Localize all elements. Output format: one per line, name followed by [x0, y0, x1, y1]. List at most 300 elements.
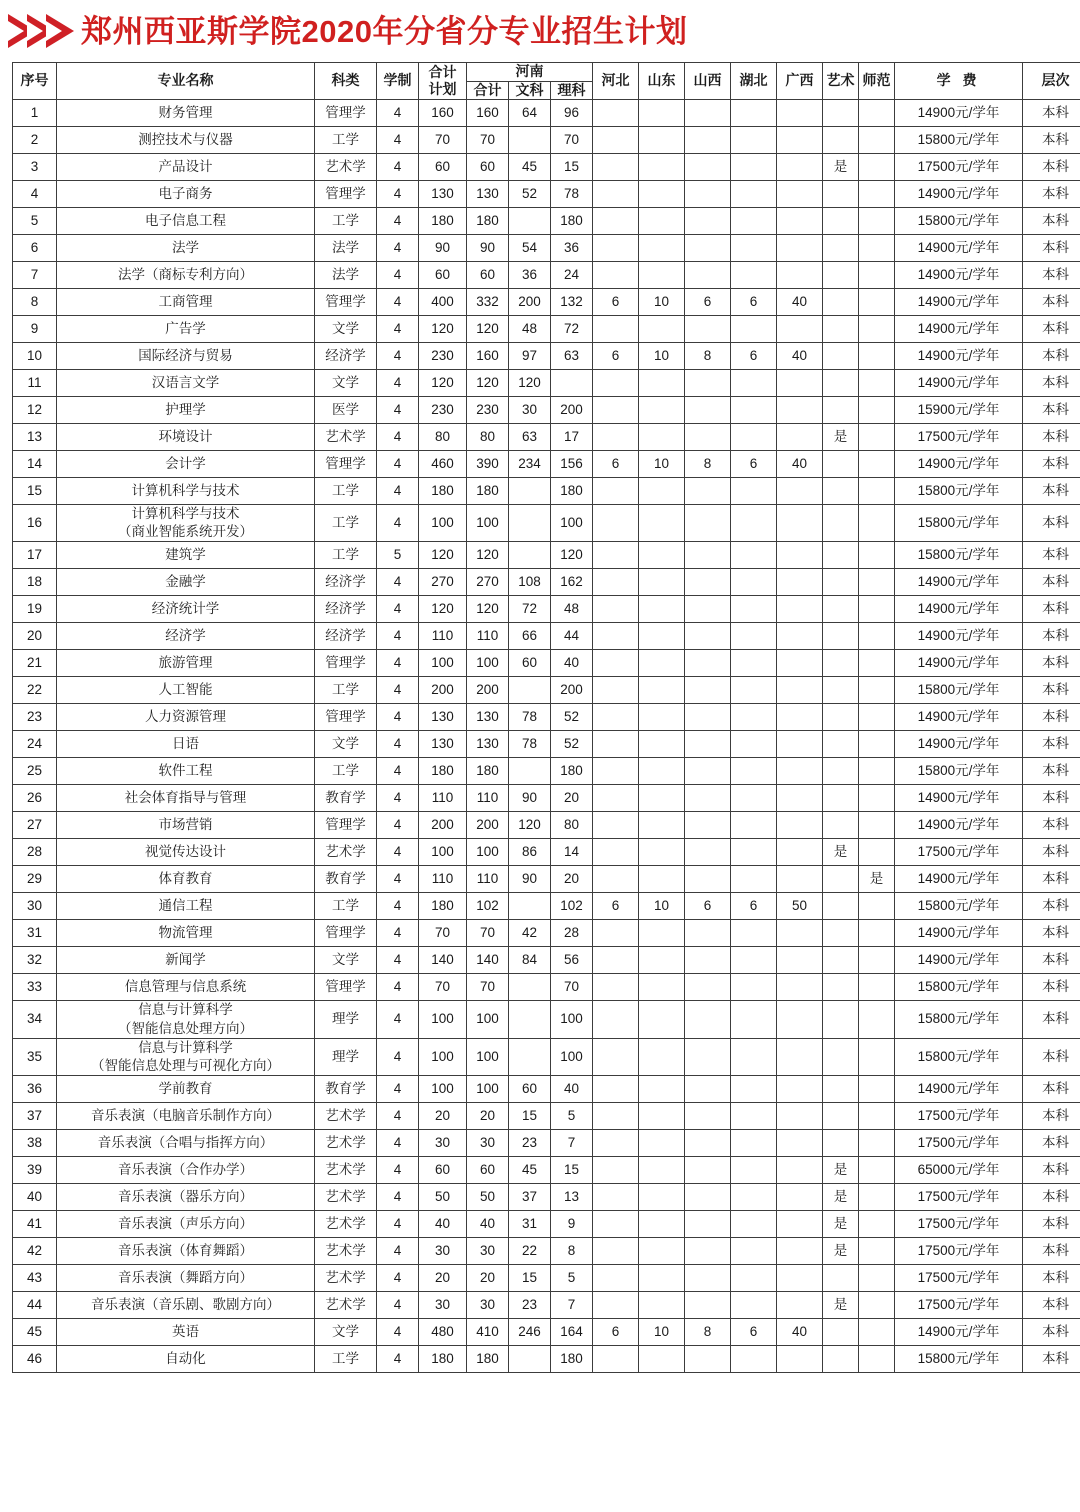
cell-henan-science	[551, 370, 593, 397]
cell-normal	[859, 623, 895, 650]
cell-normal	[859, 731, 895, 758]
cell-art	[823, 650, 859, 677]
cell-length: 4	[377, 343, 419, 370]
cell-art	[823, 569, 859, 596]
cell-no: 4	[13, 181, 57, 208]
cell-no: 7	[13, 262, 57, 289]
cell-henan-liberal	[509, 758, 551, 785]
cell-hebei	[593, 974, 639, 1001]
cell-fee: 14900元/学年	[895, 370, 1023, 397]
cell-category: 文学	[315, 731, 377, 758]
cell-shandong	[639, 1038, 685, 1075]
cell-total-plan: 200	[419, 677, 467, 704]
major-name-line2: （智能信息处理方向）	[118, 1020, 253, 1036]
cell-shandong: 10	[639, 343, 685, 370]
cell-henan-liberal	[509, 1346, 551, 1373]
cell-total-plan: 100	[419, 1001, 467, 1038]
cell-length: 4	[377, 505, 419, 542]
cell-shanxi	[685, 596, 731, 623]
cell-major: 国际经济与贸易	[57, 343, 315, 370]
cell-total-plan: 480	[419, 1319, 467, 1346]
cell-shandong	[639, 262, 685, 289]
cell-hubei	[731, 1038, 777, 1075]
cell-total-plan: 30	[419, 1292, 467, 1319]
cell-category: 工学	[315, 127, 377, 154]
col-header-art: 艺术	[823, 63, 859, 100]
cell-fee: 15800元/学年	[895, 478, 1023, 505]
cell-shandong	[639, 731, 685, 758]
cell-no: 17	[13, 542, 57, 569]
cell-guangxi	[777, 1184, 823, 1211]
cell-level: 本科	[1023, 1184, 1080, 1211]
cell-art	[823, 596, 859, 623]
cell-no: 22	[13, 677, 57, 704]
cell-hubei	[731, 1157, 777, 1184]
cell-shanxi	[685, 235, 731, 262]
table-row	[13, 316, 1080, 343]
cell-hubei	[731, 424, 777, 451]
cell-art	[823, 100, 859, 127]
table-row	[13, 542, 1080, 569]
cell-length: 4	[377, 1211, 419, 1238]
cell-no: 30	[13, 893, 57, 920]
cell-hubei	[731, 1238, 777, 1265]
cell-henan-total: 110	[467, 866, 509, 893]
cell-art	[823, 623, 859, 650]
cell-henan-science: 14	[551, 839, 593, 866]
cell-shandong	[639, 1130, 685, 1157]
cell-guangxi	[777, 1001, 823, 1038]
cell-henan-total: 100	[467, 839, 509, 866]
cell-total-plan: 400	[419, 289, 467, 316]
table-row	[13, 154, 1080, 181]
cell-normal	[859, 785, 895, 812]
cell-hubei	[731, 569, 777, 596]
cell-henan-liberal: 86	[509, 839, 551, 866]
cell-henan-science: 8	[551, 1238, 593, 1265]
cell-normal	[859, 839, 895, 866]
col-header-hebei: 河北	[593, 63, 639, 100]
table-row	[13, 478, 1080, 505]
cell-shandong	[639, 478, 685, 505]
col-header-level: 层次	[1023, 63, 1080, 100]
cell-henan-total: 100	[467, 505, 509, 542]
cell-fee: 17500元/学年	[895, 1103, 1023, 1130]
cell-major: 产品设计	[57, 154, 315, 181]
cell-hebei: 6	[593, 1319, 639, 1346]
cell-major: 物流管理	[57, 920, 315, 947]
cell-henan-total: 180	[467, 1346, 509, 1373]
cell-henan-total: 100	[467, 1001, 509, 1038]
table-row	[13, 812, 1080, 839]
cell-length: 4	[377, 181, 419, 208]
cell-category: 艺术学	[315, 1238, 377, 1265]
cell-length: 5	[377, 542, 419, 569]
cell-henan-science: 180	[551, 478, 593, 505]
table-row	[13, 1157, 1080, 1184]
cell-guangxi	[777, 596, 823, 623]
cell-category: 艺术学	[315, 1211, 377, 1238]
cell-category: 文学	[315, 1319, 377, 1346]
cell-category: 工学	[315, 478, 377, 505]
cell-fee: 14900元/学年	[895, 650, 1023, 677]
cell-shanxi	[685, 920, 731, 947]
cell-total-plan: 30	[419, 1238, 467, 1265]
col-header-henan-group: 河南	[467, 63, 593, 82]
cell-fee: 14900元/学年	[895, 289, 1023, 316]
cell-shandong	[639, 569, 685, 596]
cell-total-plan: 100	[419, 1038, 467, 1075]
cell-art	[823, 812, 859, 839]
cell-length: 4	[377, 1157, 419, 1184]
cell-hubei	[731, 1001, 777, 1038]
cell-hubei	[731, 812, 777, 839]
cell-shandong	[639, 208, 685, 235]
cell-art	[823, 920, 859, 947]
cell-fee: 14900元/学年	[895, 100, 1023, 127]
cell-hubei	[731, 1184, 777, 1211]
table-row	[13, 1184, 1080, 1211]
cell-no: 33	[13, 974, 57, 1001]
cell-length: 4	[377, 1103, 419, 1130]
cell-major: 汉语言文学	[57, 370, 315, 397]
cell-henan-science: 56	[551, 947, 593, 974]
cell-level: 本科	[1023, 1346, 1080, 1373]
cell-fee: 14900元/学年	[895, 262, 1023, 289]
cell-fee: 17500元/学年	[895, 1184, 1023, 1211]
cell-hubei	[731, 262, 777, 289]
cell-shanxi	[685, 1292, 731, 1319]
cell-length: 4	[377, 208, 419, 235]
cell-hebei	[593, 866, 639, 893]
cell-art	[823, 758, 859, 785]
cell-no: 25	[13, 758, 57, 785]
cell-total-plan: 180	[419, 1346, 467, 1373]
cell-level: 本科	[1023, 235, 1080, 262]
cell-hebei: 6	[593, 343, 639, 370]
cell-hubei	[731, 866, 777, 893]
cell-shanxi: 8	[685, 1319, 731, 1346]
cell-no: 40	[13, 1184, 57, 1211]
cell-normal	[859, 1038, 895, 1075]
cell-hubei	[731, 397, 777, 424]
cell-hebei	[593, 1184, 639, 1211]
cell-shandong	[639, 1211, 685, 1238]
cell-hubei	[731, 478, 777, 505]
cell-category: 法学	[315, 235, 377, 262]
cell-normal	[859, 542, 895, 569]
cell-shanxi	[685, 316, 731, 343]
cell-normal	[859, 1076, 895, 1103]
cell-guangxi	[777, 1238, 823, 1265]
cell-major: 法学	[57, 235, 315, 262]
cell-henan-liberal	[509, 893, 551, 920]
major-name-line1: 计算机科学与技术	[131, 506, 240, 521]
cell-normal	[859, 596, 895, 623]
cell-total-plan: 130	[419, 731, 467, 758]
cell-fee: 14900元/学年	[895, 1076, 1023, 1103]
cell-normal	[859, 1184, 895, 1211]
cell-level: 本科	[1023, 677, 1080, 704]
cell-shandong	[639, 758, 685, 785]
cell-henan-liberal: 48	[509, 316, 551, 343]
cell-henan-total: 332	[467, 289, 509, 316]
cell-shandong	[639, 100, 685, 127]
cell-normal	[859, 1211, 895, 1238]
cell-henan-total: 130	[467, 731, 509, 758]
cell-art	[823, 370, 859, 397]
cell-henan-total: 100	[467, 650, 509, 677]
cell-level: 本科	[1023, 316, 1080, 343]
cell-guangxi	[777, 758, 823, 785]
cell-length: 4	[377, 893, 419, 920]
cell-henan-liberal: 90	[509, 866, 551, 893]
cell-total-plan: 30	[419, 1130, 467, 1157]
cell-henan-liberal: 52	[509, 181, 551, 208]
cell-shandong	[639, 974, 685, 1001]
cell-normal	[859, 154, 895, 181]
cell-hubei	[731, 316, 777, 343]
cell-hebei: 6	[593, 893, 639, 920]
cell-art	[823, 181, 859, 208]
cell-no: 26	[13, 785, 57, 812]
cell-major: 会计学	[57, 451, 315, 478]
cell-hubei	[731, 947, 777, 974]
cell-hubei	[731, 839, 777, 866]
cell-hebei	[593, 947, 639, 974]
cell-length: 4	[377, 623, 419, 650]
cell-category: 艺术学	[315, 1184, 377, 1211]
cell-shanxi	[685, 1184, 731, 1211]
cell-shanxi	[685, 623, 731, 650]
cell-shanxi	[685, 704, 731, 731]
cell-shanxi	[685, 866, 731, 893]
cell-henan-science: 15	[551, 1157, 593, 1184]
cell-henan-liberal: 42	[509, 920, 551, 947]
cell-total-plan: 80	[419, 424, 467, 451]
cell-major: 护理学	[57, 397, 315, 424]
cell-guangxi	[777, 478, 823, 505]
cell-art	[823, 893, 859, 920]
cell-henan-total: 90	[467, 235, 509, 262]
cell-level: 本科	[1023, 893, 1080, 920]
cell-guangxi	[777, 623, 823, 650]
cell-henan-liberal	[509, 127, 551, 154]
cell-hubei	[731, 235, 777, 262]
cell-major: 法学（商标专利方向）	[57, 262, 315, 289]
cell-major: 体育教育	[57, 866, 315, 893]
cell-no: 13	[13, 424, 57, 451]
cell-total-plan: 40	[419, 1211, 467, 1238]
cell-length: 4	[377, 316, 419, 343]
cell-category: 经济学	[315, 569, 377, 596]
cell-henan-science: 52	[551, 731, 593, 758]
cell-guangxi	[777, 1211, 823, 1238]
cell-art	[823, 785, 859, 812]
cell-henan-science: 15	[551, 154, 593, 181]
cell-guangxi	[777, 100, 823, 127]
cell-henan-liberal: 37	[509, 1184, 551, 1211]
cell-shanxi	[685, 1038, 731, 1075]
cell-guangxi	[777, 370, 823, 397]
cell-length: 4	[377, 758, 419, 785]
cell-henan-liberal	[509, 505, 551, 542]
cell-art	[823, 1076, 859, 1103]
cell-level: 本科	[1023, 370, 1080, 397]
cell-shandong	[639, 920, 685, 947]
cell-total-plan: 50	[419, 1184, 467, 1211]
cell-length: 4	[377, 1346, 419, 1373]
cell-guangxi	[777, 866, 823, 893]
cell-henan-science: 63	[551, 343, 593, 370]
cell-guangxi	[777, 208, 823, 235]
cell-length: 4	[377, 731, 419, 758]
cell-hubei	[731, 623, 777, 650]
cell-normal	[859, 1001, 895, 1038]
cell-fee: 14900元/学年	[895, 731, 1023, 758]
cell-normal	[859, 478, 895, 505]
cell-shanxi	[685, 127, 731, 154]
cell-normal	[859, 1319, 895, 1346]
cell-guangxi	[777, 1157, 823, 1184]
cell-no: 36	[13, 1076, 57, 1103]
cell-category: 医学	[315, 397, 377, 424]
cell-category: 工学	[315, 1346, 377, 1373]
cell-henan-liberal: 15	[509, 1265, 551, 1292]
cell-length: 4	[377, 596, 419, 623]
cell-level: 本科	[1023, 650, 1080, 677]
cell-no: 27	[13, 812, 57, 839]
cell-hebei	[593, 1265, 639, 1292]
cell-total-plan: 90	[419, 235, 467, 262]
cell-henan-liberal: 234	[509, 451, 551, 478]
cell-henan-liberal: 120	[509, 812, 551, 839]
table-row	[13, 785, 1080, 812]
cell-level: 本科	[1023, 262, 1080, 289]
cell-henan-liberal: 78	[509, 731, 551, 758]
cell-level: 本科	[1023, 839, 1080, 866]
cell-total-plan: 160	[419, 100, 467, 127]
table-row	[13, 731, 1080, 758]
cell-level: 本科	[1023, 397, 1080, 424]
cell-hubei	[731, 1103, 777, 1130]
table-row	[13, 866, 1080, 893]
cell-henan-science: 44	[551, 623, 593, 650]
cell-length: 4	[377, 262, 419, 289]
cell-hubei	[731, 1292, 777, 1319]
cell-henan-total: 200	[467, 812, 509, 839]
table-row	[13, 262, 1080, 289]
cell-henan-total: 160	[467, 100, 509, 127]
cell-hebei	[593, 154, 639, 181]
cell-henan-total: 40	[467, 1211, 509, 1238]
cell-fee: 14900元/学年	[895, 704, 1023, 731]
cell-henan-liberal	[509, 1038, 551, 1075]
table-row	[13, 650, 1080, 677]
cell-hubei	[731, 1130, 777, 1157]
cell-length: 4	[377, 1038, 419, 1075]
cell-henan-total: 130	[467, 704, 509, 731]
cell-no: 19	[13, 596, 57, 623]
cell-level: 本科	[1023, 785, 1080, 812]
page-title: 郑州西亚斯学院2020年分省分专业招生计划	[81, 13, 688, 49]
cell-normal	[859, 1346, 895, 1373]
cell-art	[823, 1265, 859, 1292]
cell-shandong	[639, 542, 685, 569]
cell-henan-liberal: 30	[509, 397, 551, 424]
cell-shandong	[639, 1265, 685, 1292]
cell-hebei	[593, 262, 639, 289]
cell-total-plan: 110	[419, 785, 467, 812]
cell-shanxi	[685, 370, 731, 397]
cell-normal	[859, 974, 895, 1001]
cell-level: 本科	[1023, 1292, 1080, 1319]
cell-henan-science: 100	[551, 1001, 593, 1038]
cell-henan-total: 70	[467, 920, 509, 947]
cell-hebei	[593, 127, 639, 154]
cell-shanxi	[685, 1001, 731, 1038]
cell-guangxi	[777, 731, 823, 758]
cell-hebei	[593, 1130, 639, 1157]
cell-major: 社会体育指导与管理	[57, 785, 315, 812]
cell-length: 4	[377, 1265, 419, 1292]
cell-fee: 17500元/学年	[895, 154, 1023, 181]
cell-level: 本科	[1023, 451, 1080, 478]
cell-henan-total: 102	[467, 893, 509, 920]
cell-art	[823, 1001, 859, 1038]
cell-category: 文学	[315, 370, 377, 397]
cell-no: 11	[13, 370, 57, 397]
cell-major: 人工智能	[57, 677, 315, 704]
cell-art: 是	[823, 1292, 859, 1319]
cell-no: 34	[13, 1001, 57, 1038]
cell-major: 英语	[57, 1319, 315, 1346]
cell-henan-science: 7	[551, 1292, 593, 1319]
cell-henan-total: 410	[467, 1319, 509, 1346]
cell-fee: 14900元/学年	[895, 1319, 1023, 1346]
col-header-length: 学制	[377, 63, 419, 100]
cell-fee: 17500元/学年	[895, 1265, 1023, 1292]
cell-henan-science: 7	[551, 1130, 593, 1157]
cell-henan-total: 120	[467, 370, 509, 397]
cell-normal	[859, 677, 895, 704]
cell-major: 学前教育	[57, 1076, 315, 1103]
table-row	[13, 1211, 1080, 1238]
col-header-shanxi: 山西	[685, 63, 731, 100]
cell-total-plan: 70	[419, 974, 467, 1001]
cell-total-plan: 70	[419, 127, 467, 154]
cell-major: 音乐表演（音乐剧、歌剧方向）	[57, 1292, 315, 1319]
col-header-hubei: 湖北	[731, 63, 777, 100]
cell-hubei	[731, 704, 777, 731]
cell-art	[823, 947, 859, 974]
col-header-henan-science: 理科	[551, 81, 593, 100]
cell-hebei	[593, 812, 639, 839]
cell-shanxi	[685, 478, 731, 505]
cell-shanxi	[685, 731, 731, 758]
cell-henan-science: 102	[551, 893, 593, 920]
cell-no: 31	[13, 920, 57, 947]
cell-category: 工学	[315, 505, 377, 542]
cell-henan-liberal: 246	[509, 1319, 551, 1346]
cell-fee: 15800元/学年	[895, 542, 1023, 569]
cell-length: 4	[377, 1238, 419, 1265]
cell-major	[57, 505, 315, 542]
cell-normal	[859, 208, 895, 235]
cell-major: 经济学	[57, 623, 315, 650]
cell-total-plan: 120	[419, 316, 467, 343]
cell-hubei	[731, 758, 777, 785]
